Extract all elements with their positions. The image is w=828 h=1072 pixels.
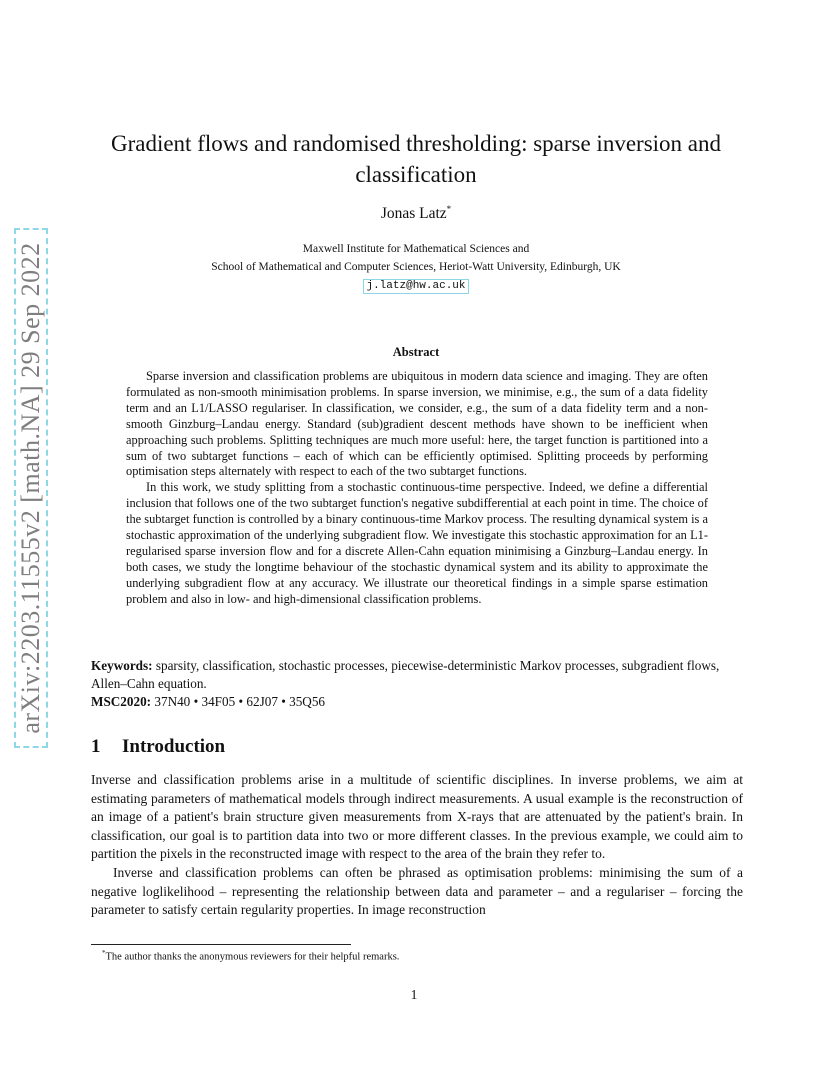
arxiv-identifier[interactable]: arXiv:2203.11555v2 [math.NA] 29 Sep 2022 <box>16 242 45 734</box>
affiliation <box>92 240 740 294</box>
msc-classification <box>91 693 743 711</box>
affiliation-line-2: School of Mathematical and Computer Sciences, Heriot-Watt University, Edinburgh, UK <box>211 261 621 273</box>
page-number: 1 <box>410 987 418 1002</box>
intro-paragraph-1: Inverse and classification problems arise in a multitude of scientific disciplines. In inverse problems, we aim at estimating parameters of mathematical models through indirect measurements. A usual example is the reconstruction of an image of a patient's brain structure given measurements from X-rays that are attenuated by the patient's brain. In classification, our goal is to partition data into two or more different classes. In the previous example, we could aim to partition the pixels in the reconstructed image with respect to the area of the brain they refer to. <box>91 772 743 862</box>
msc-codes: 37N40 • 34F05 • 62J07 • 35Q56 <box>154 694 326 709</box>
author-name: Jonas Latz <box>380 205 447 223</box>
affiliation-line-1: Maxwell Institute for Mathematical Sciences and <box>302 243 530 255</box>
introduction-text <box>91 771 743 920</box>
keywords-label: Keywords: <box>91 658 153 673</box>
footnote-rule <box>91 944 351 945</box>
intro-paragraph-2: Inverse and classification problems can often be phrased as optimisation problems: minimising the sum of a negative loglikelihood – representing the relationship between data and parameter – and a regulariser – forcing the parameter to satisfy certain regularity properties. In image reconstruction <box>91 864 743 918</box>
keywords <box>91 657 743 693</box>
footnote-mark: * <box>102 949 106 957</box>
email-link[interactable]: j.latz@hw.ac.uk <box>363 279 468 294</box>
footnote-text: The author thanks the anonymous reviewers for their helpful remarks. <box>105 951 400 963</box>
paper-title <box>92 128 740 190</box>
section-title: Introduction <box>122 736 226 757</box>
msc-label: MSC2020: <box>91 694 152 709</box>
keywords-text: sparsity, classification, stochastic processes, piecewise-deterministic Markov processes, subgradient flows, Allen–Cahn equation. <box>91 658 720 691</box>
abstract-paragraph-2: In this work, we study splitting from a stochastic continuous-time perspective. Indeed, we define a differential inclusion that follows one of the two subtarget function's negative subdifferential at each point in time. The choice of the subtarget function is controlled by a binary continuous-time Markov process. The resulting dynamical system is a stochastic approximation of the underlying subgradient flow. We investigate this stochastic approximation for an L1-regularised sparse inversion flow and for a discrete Allen-Cahn equation minimising a Ginzburg–Landau energy. In both cases, we study the longtime behaviour of the stochastic dynamical system and its ability to approximate the underlying subgradient flow at any accuracy. We illustrate our theoretical findings in a simple sparse estimation problem and also in low- and high-dimensional classification problems. <box>126 480 708 606</box>
abstract-heading: Abstract <box>392 345 440 359</box>
section-number: 1 <box>91 736 101 757</box>
title-line-1: Gradient flows and randomised thresholding: sparse inversion and <box>110 131 721 156</box>
keywords-block <box>91 657 743 711</box>
author-footnote-mark[interactable]: * <box>446 204 452 214</box>
section-heading <box>91 736 225 758</box>
arxiv-side-stamp <box>14 228 48 748</box>
footnote <box>102 949 742 963</box>
author <box>92 204 740 223</box>
abstract <box>126 369 708 608</box>
title-line-2: classification <box>355 162 477 187</box>
abstract-paragraph-1: Sparse inversion and classification problems are ubiquitous in modern data science and imaging. They are often formulated as non-smooth minimisation problems. In sparse inversion, we minimise, e.g., the sum of a data fidelity term and an L1/LASSO regulariser. In classification, we consider, e.g., the sum of a data fidelity term and a non-smooth Ginzburg–Landau energy. Standard (sub)gradient descent methods have shown to be inefficient when approaching such problems. Splitting techniques are much more useful: here, the target function is partitioned into a sum of two subtarget functions – each of which can be efficiently optimised. Splitting proceeds by performing optimisation steps alternately with respect to each of the two subtarget functions. <box>126 369 708 479</box>
